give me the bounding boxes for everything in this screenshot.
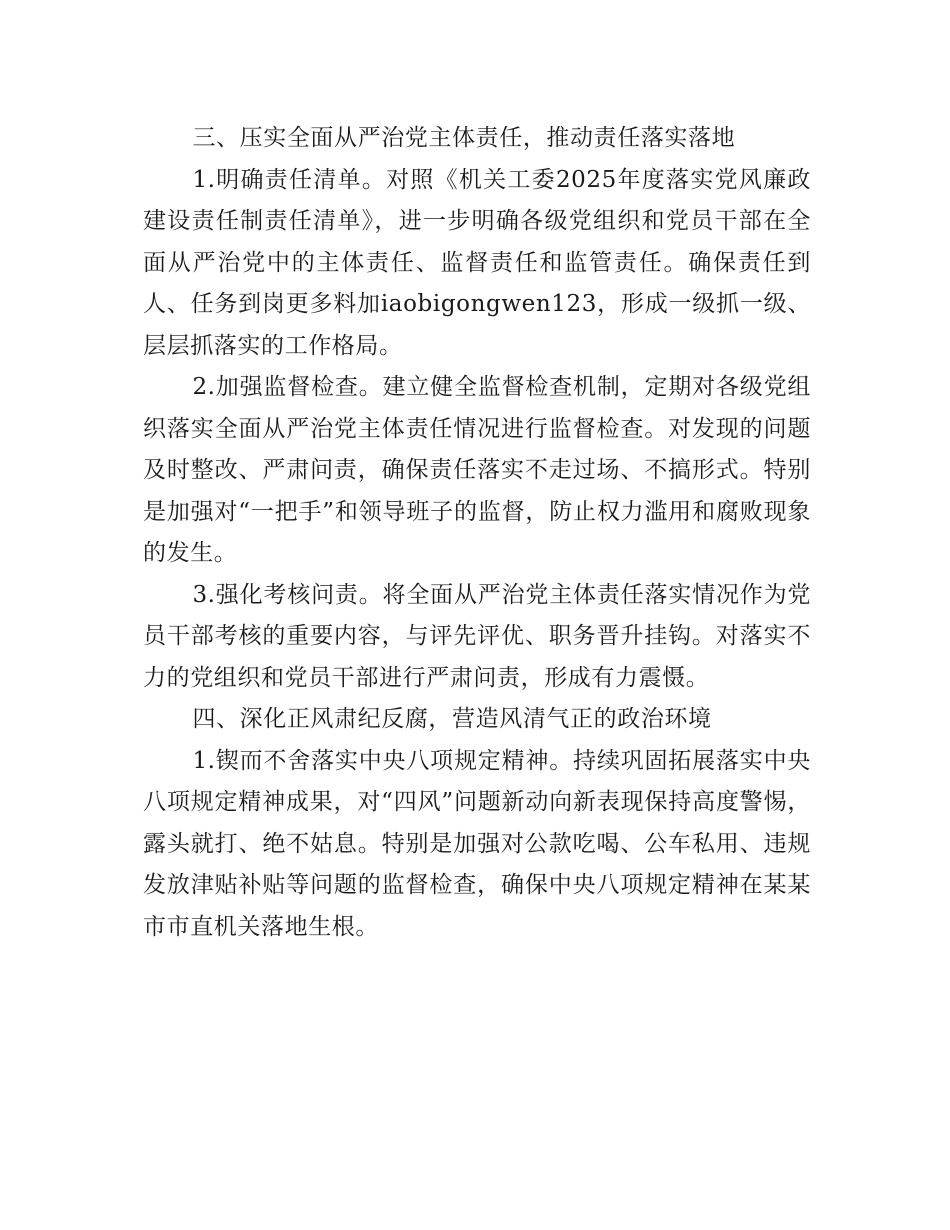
paragraph-3-2: 2.加强监督检查。建立健全监督检查机制，定期对各级党组织落实全面从严治党主体责任情况进行监督检查。对发现的问题及时整改、严肃问责，确保责任落实不走过场、不搞形式。特别是加强对“一把手”和领导班子的监督，防止权力滥用和腐败现象的发生。	[143, 374, 811, 566]
paragraph-4-1: 1.锲而不舍落实中央八项规定精神。持续巩固拓展落实中央八项规定精神成果，对“四风”问题新动向新表现保持高度警惕，露头就打、绝不姑息。特别是加强对公款吃喝、公车私用、违规发放津贴补贴等问题的监督检查，确保中央八项规定精神在某某市市直机关落地生根。	[143, 747, 811, 940]
document-body	[143, 118, 811, 948]
paragraph-3-1: 1.明确责任清单。对照《机关工委2025年度落实党风廉政建设责任制责任清单》，进一步明确各级党组织和党员干部在全面从严治党中的主体责任、监督责任和监管责任。确保责任到人、任务到岗更多料加iaobigongwen123，形成一级抓一级、层层抓落实的工作格局。	[143, 166, 811, 359]
section-heading-4: 四、深化正风肃纪反腐，营造风清气正的政治环境	[192, 706, 712, 732]
paragraph-3-3: 3.强化考核问责。将全面从严治党主体责任落实情况作为党员干部考核的重要内容，与评先评优、职务晋升挂钩。对落实不力的党组织和党员干部进行严肃问责，形成有力震慑。	[143, 581, 811, 691]
section-heading-3: 三、压实全面从严治党主体责任，推动责任落实落地	[192, 125, 736, 151]
